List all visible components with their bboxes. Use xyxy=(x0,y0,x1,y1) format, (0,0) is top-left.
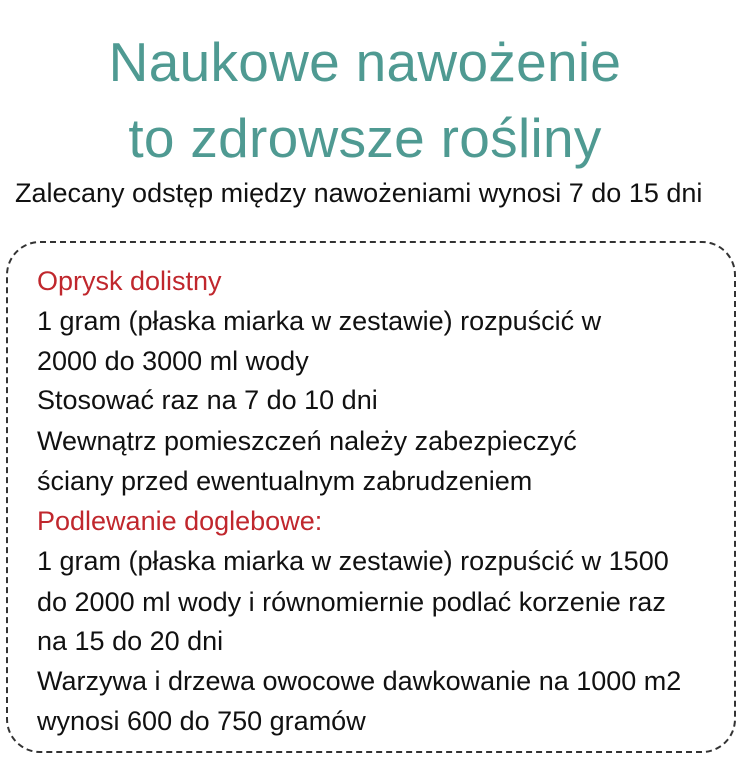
foliar-line-5: ściany przed ewentualnym zabrudzeniem xyxy=(37,466,533,496)
foliar-line-2: 2000 do 3000 ml wody xyxy=(37,346,309,376)
soil-heading: Podlewanie doglebowe: xyxy=(37,506,323,536)
subtitle: Zalecany odstęp między nawożeniami wynosi 7 do 15 dni xyxy=(15,178,703,208)
soil-line-1: 1 gram (płaska miarka w zestawie) rozpuścić w 1500 xyxy=(37,546,669,576)
soil-line-3: na 15 do 20 dni xyxy=(37,626,224,656)
title-line-1: Naukowe nawożenie xyxy=(108,31,622,93)
soil-line-5: wynosi 600 do 750 gramów xyxy=(37,706,366,736)
soil-line-2: do 2000 ml wody i równomiernie podlać korzenie raz xyxy=(37,587,666,617)
foliar-line-3: Stosować raz na 7 do 10 dni xyxy=(37,385,378,415)
soil-line-4: Warzywa i drzewa owocowe dawkowanie na 1000 m2 xyxy=(37,666,682,696)
foliar-line-1: 1 gram (płaska miarka w zestawie) rozpuścić w xyxy=(37,306,602,336)
foliar-line-4: Wewnątrz pomieszczeń należy zabezpieczyć xyxy=(37,426,577,456)
title-line-2: to zdrowsze rośliny xyxy=(128,107,602,169)
foliar-heading: Oprysk dolistny xyxy=(37,266,222,296)
